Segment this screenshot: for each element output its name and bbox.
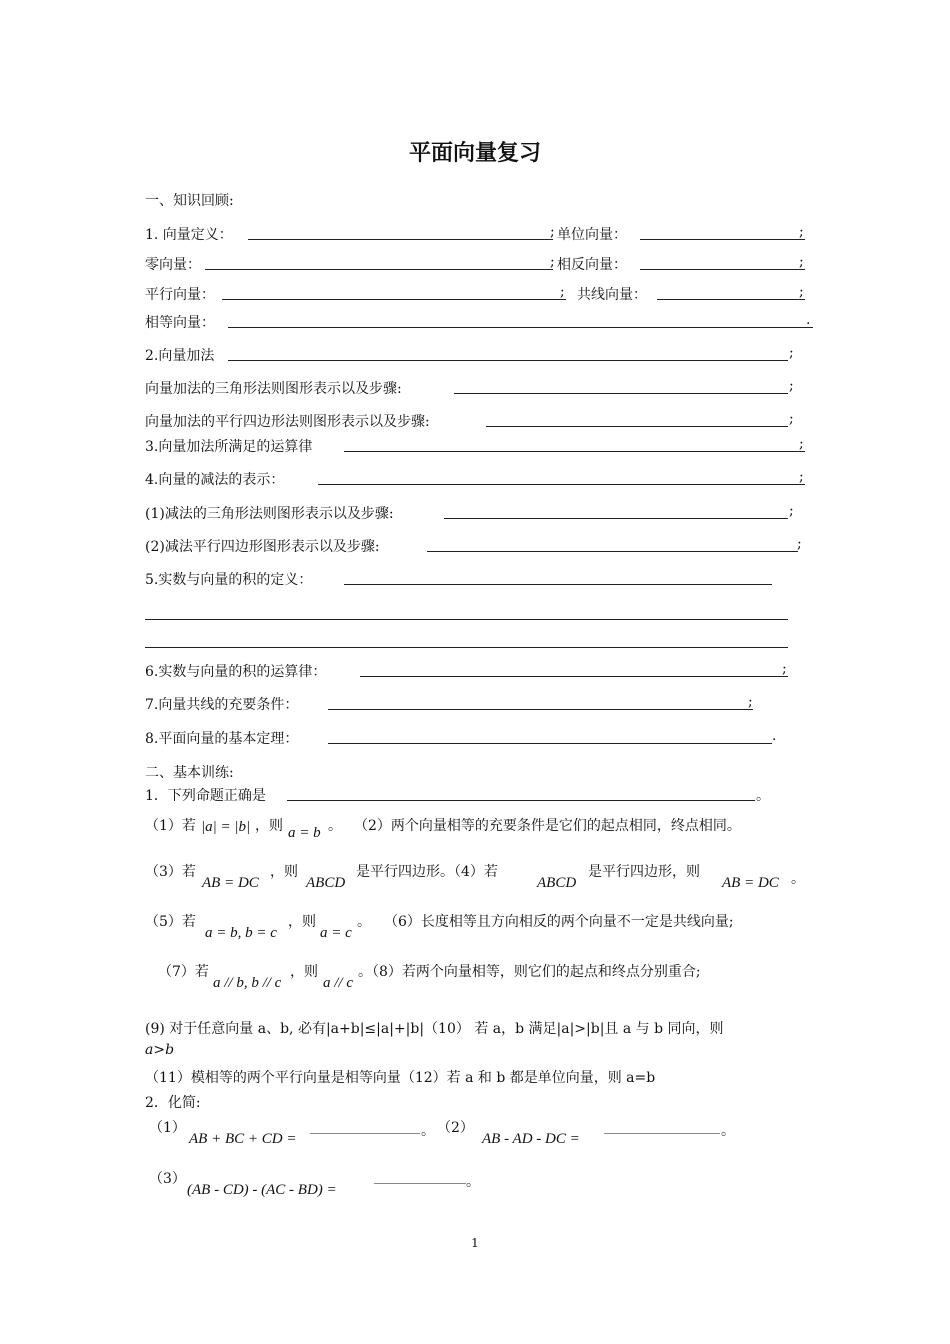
label-opposite-vector: 相反向量： [557, 257, 627, 273]
proposition-9-text: (9) 对于任意向量 a、b, 必有|a+b|≤|a|+|b|（10） 若 a，b 满足|a|>|b|且 a 与 b 同向，则 [145, 1021, 724, 1037]
math-expression: a = b [288, 825, 321, 841]
question-1: 1．下列命题正确是 [145, 788, 266, 804]
proposition-7-text: （7）若 [158, 964, 209, 980]
semicolon: ; [799, 436, 804, 452]
proposition-3-text: （3）若 [145, 864, 196, 880]
blank-line [374, 1183, 466, 1184]
label-addition-laws: 3.向量加法所满足的运算律 [145, 439, 313, 455]
semicolon: ; [789, 378, 794, 394]
blank-line [310, 1133, 420, 1134]
math-expression: a // b, b // c [213, 975, 282, 991]
blank-line [444, 518, 788, 519]
section-heading: 一、知识回顾: [145, 193, 234, 209]
question-2: 2．化简: [145, 1095, 201, 1111]
blank-line [248, 239, 553, 240]
period: 。 [421, 1123, 435, 1139]
label-scalar-product-definition: 5.实数与向量的积的定义： [145, 572, 313, 588]
blank-line [287, 800, 755, 801]
semicolon: ; [789, 345, 794, 361]
semicolon: ; [560, 284, 565, 300]
label-equal-vector: 相等向量： [145, 315, 215, 331]
blank-line [328, 743, 772, 744]
label-subtraction-triangle-rule: (1)减法的三角形法则图形表示以及步骤: [145, 506, 394, 522]
math-expression: AB + BC + CD = [189, 1131, 297, 1147]
blank-line [454, 393, 788, 394]
proposition-4-text: 是平行四边形，则 [588, 864, 700, 880]
math-expression: AB - AD - DC = [482, 1131, 580, 1147]
blank-line [318, 484, 805, 485]
semicolon: ; [799, 224, 804, 240]
proposition-1-text: 。 [328, 818, 342, 834]
math-expression: |a| = |b| [201, 819, 251, 835]
semicolon: ; [797, 536, 802, 552]
blank-line [344, 584, 772, 585]
label-unit-vector: 单位向量： [557, 227, 627, 243]
blank-line [344, 451, 805, 452]
blank-line [228, 360, 788, 361]
proposition-5-text: ，则 [288, 914, 316, 930]
math-expression: ABCD [306, 875, 346, 891]
proposition-10-text: a>b [145, 1042, 175, 1058]
blank-line [228, 327, 813, 328]
semicolon: ; [782, 661, 787, 677]
period: 。 [756, 788, 770, 804]
label-zero-vector: 零向量： [145, 257, 201, 273]
semicolon: ; [799, 284, 804, 300]
math-expression: a // c [323, 975, 353, 991]
proposition-7-text: ，则 [290, 964, 318, 980]
period: 。 [357, 914, 371, 930]
proposition-5-text: （5）若 [145, 914, 196, 930]
page-number: 1 [471, 1236, 479, 1250]
simplify-1-number: （1） [149, 1120, 186, 1136]
simplify-2-number: （2） [437, 1120, 474, 1136]
blank-line [222, 299, 566, 300]
math-expression: a = b, b = c [205, 925, 277, 941]
proposition-8-text: 。（8）若两个向量相等，则它们的起点和终点分别重合; [358, 964, 701, 980]
label-addition-parallelogram-rule: 向量加法的平行四边形法则图形表示以及步骤: [145, 414, 430, 430]
blank-line [145, 619, 788, 620]
blank-line [328, 709, 753, 710]
blank-line [486, 426, 788, 427]
semicolon: ; [799, 254, 804, 270]
period: . [806, 312, 811, 328]
proposition-2-text: （2）两个向量相等的充要条件是它们的起点相同，终点相同。 [354, 818, 741, 834]
semicolon: ; [550, 224, 555, 240]
proposition-1-text: （1）若 [145, 818, 196, 834]
simplify-3-number: （3） [149, 1171, 186, 1187]
math-expression: AB = DC [202, 875, 259, 891]
proposition-3-text: ，则 [270, 864, 298, 880]
label-parallel-vector: 平行向量： [145, 287, 215, 303]
math-expression: a = c [320, 925, 352, 941]
blank-line [604, 1133, 720, 1134]
semicolon: ; [748, 694, 753, 710]
page-title: 平面向量复习 [408, 141, 541, 166]
proposition-3-text: 是平行四边形。（4）若 [356, 864, 498, 880]
proposition-6-text: （6）长度相等且方向相反的两个向量不一定是共线向量; [384, 914, 734, 930]
label-vector-definition: 1. 向量定义： [145, 227, 233, 243]
proposition-1-text: ，则 [255, 818, 283, 834]
semicolon: ; [789, 411, 794, 427]
proposition-11-text: （11）模相等的两个平行向量是相等向量（12）若 a 和 b 都是单位向量，则 a=b [145, 1070, 656, 1086]
semicolon: ; [789, 503, 794, 519]
period: 。 [466, 1174, 480, 1190]
label-basic-theorem: 8.平面向量的基本定理： [145, 731, 299, 747]
math-expression: ABCD [537, 875, 577, 891]
label-subtraction-parallelogram: (2)减法平行四边形图形表示以及步骤: [145, 539, 380, 555]
period: . [772, 728, 777, 744]
label-collinear-vector: 共线向量： [577, 287, 647, 303]
blank-line [657, 299, 805, 300]
label-vector-addition: 2.向量加法 [145, 348, 215, 364]
math-expression: (AB - CD) - (AC - BD) = [187, 1182, 337, 1198]
label-addition-triangle-rule: 向量加法的三角形法则图形表示以及步骤: [145, 381, 402, 397]
label-collinear-condition: 7.向量共线的充要条件： [145, 697, 299, 713]
blank-line [145, 647, 788, 648]
blank-line [205, 269, 553, 270]
math-expression: AB = DC [722, 875, 779, 891]
label-scalar-product-laws: 6.实数与向量的积的运算律： [145, 664, 327, 680]
semicolon: ; [799, 469, 804, 485]
blank-line [640, 239, 805, 240]
period: 。 [721, 1123, 735, 1139]
semicolon: ; [550, 254, 555, 270]
label-vector-subtraction: 4.向量的减法的表示： [145, 472, 285, 488]
blank-line [427, 551, 798, 552]
blank-line [360, 676, 788, 677]
blank-line [640, 269, 805, 270]
period: 。 [791, 871, 805, 887]
section-heading: 二、基本训练: [145, 765, 234, 781]
